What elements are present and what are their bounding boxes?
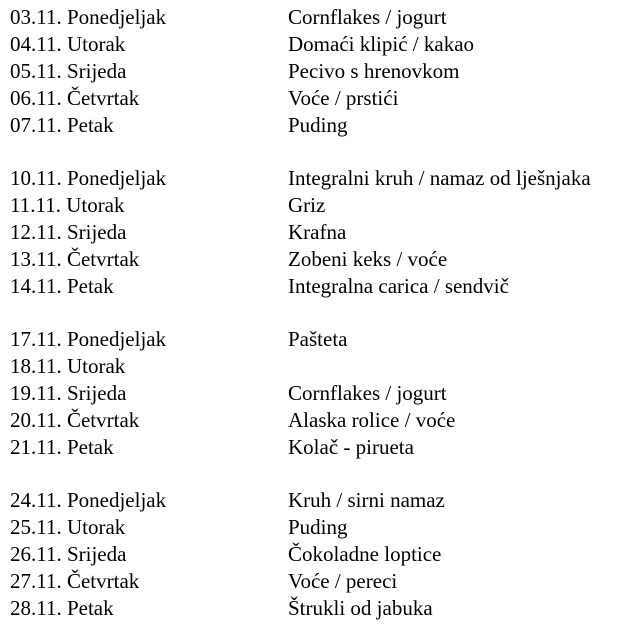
schedule-row (10, 31, 634, 58)
schedule-row (10, 246, 634, 273)
meal-label: Integralna carica / sendvič (288, 273, 509, 298)
day-label: 07.11. Petak (10, 112, 114, 137)
schedule-row (10, 192, 634, 219)
day-label: 14.11. Petak (10, 273, 114, 298)
day-label: 12.11. Srijeda (10, 219, 127, 244)
schedule-row (10, 514, 634, 541)
day-label: 05.11. Srijeda (10, 58, 127, 83)
day-label: 24.11. Ponedjeljak (10, 488, 167, 513)
day-label: 20.11. Četvrtak (10, 407, 140, 432)
day-label: 21.11. Petak (10, 434, 114, 459)
day-label: 25.11. Utorak (10, 515, 126, 540)
schedule-row (10, 165, 634, 192)
day-label: 19.11. Srijeda (10, 381, 127, 406)
schedule-row (10, 595, 634, 622)
schedule-row (10, 273, 634, 300)
day-label: 18.11. Utorak (10, 354, 126, 379)
schedule-row (10, 219, 634, 246)
schedule-row (10, 112, 634, 139)
meal-label: Griz (288, 193, 326, 218)
schedule-row (10, 380, 634, 407)
meal-label: Alaska rolice / voće (288, 407, 456, 432)
meal-label: Cornflakes / jogurt (288, 381, 447, 406)
schedule-row (10, 353, 634, 380)
day-label: 03.11. Ponedjeljak (10, 5, 167, 29)
schedule-row (10, 434, 634, 461)
schedule-row (10, 58, 634, 85)
meal-label: Voće / prstići (288, 85, 399, 110)
meal-label: Cornflakes / jogurt (288, 5, 447, 29)
day-label: 10.11. Ponedjeljak (10, 166, 167, 191)
meal-label: Puding (288, 515, 348, 540)
day-label: 06.11. Četvrtak (10, 85, 140, 110)
week-block (10, 165, 634, 299)
meal-schedule (10, 4, 634, 622)
day-label: 27.11. Četvrtak (10, 569, 140, 594)
schedule-row (10, 541, 634, 568)
meal-label: Zobeni keks / voće (288, 246, 448, 271)
meal-label: Pašteta (288, 327, 348, 352)
meal-label: Krafna (288, 219, 347, 244)
meal-label: Puding (288, 112, 348, 137)
meal-label: Čokoladne loptice (288, 542, 442, 567)
schedule-row (10, 85, 634, 112)
day-label: 26.11. Srijeda (10, 542, 127, 567)
schedule-row (10, 568, 634, 595)
day-label: 28.11. Petak (10, 595, 114, 620)
schedule-row (10, 326, 634, 353)
meal-label: Štrukli od jabuka (288, 595, 433, 620)
day-label: 11.11. Utorak (10, 193, 125, 218)
week-block (10, 326, 634, 460)
schedule-row (10, 487, 634, 514)
schedule-row (10, 4, 634, 31)
day-label: 13.11. Četvrtak (10, 246, 140, 271)
meal-label: Integralni kruh / namaz od lješnjaka (288, 166, 591, 191)
meal-label: Domaći klipić / kakao (288, 31, 475, 56)
week-block (10, 487, 634, 621)
week-block (10, 4, 634, 138)
meal-label: Kruh / sirni namaz (288, 488, 445, 513)
day-label: 17.11. Ponedjeljak (10, 327, 167, 352)
schedule-row (10, 407, 634, 434)
meal-label: Voće / pereci (288, 569, 398, 594)
meal-label (288, 353, 634, 380)
meal-label: Kolač - pirueta (288, 434, 414, 459)
day-label: 04.11. Utorak (10, 31, 126, 56)
meal-label: Pecivo s hrenovkom (288, 58, 460, 83)
